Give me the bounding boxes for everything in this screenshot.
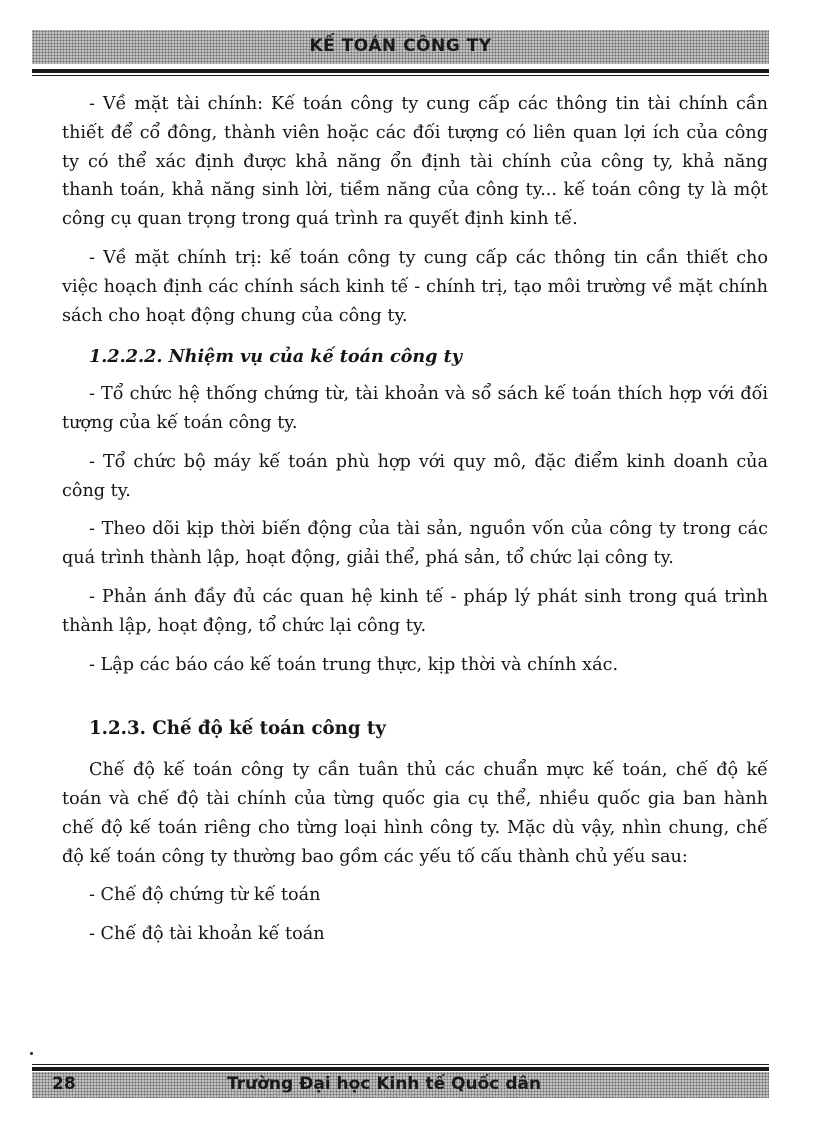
list-item: - Lập các báo cáo kế toán trung thực, kịp thời và chính xác. [89, 654, 619, 675]
header-rule-thick [32, 69, 769, 73]
footer-rule-thin [32, 1064, 769, 1065]
list-item: - Tổ chức hệ thống chứng từ, tài khoản và sổ sách kế toán thích hợp với đối tượng của kế toán công ty. [62, 384, 768, 433]
running-header [32, 30, 769, 64]
list-item: - Tổ chức bộ máy kế toán phù hợp với quy mô, đặc điểm kinh doanh của công ty. [62, 451, 768, 501]
list-item: - Phản ánh đầy đủ các quan hệ kinh tế - pháp lý phát sinh trong quá trình thành lập, hoạt động, tổ chức lại công ty. [62, 586, 768, 636]
header-rule-thin [32, 75, 769, 76]
footer-publisher: Trường Đại học Kinh tế Quốc dân [227, 1074, 541, 1094]
paragraph-financial: - Về mặt tài chính: Kế toán công ty cung cấp các thông tin tài chính cần thiết để cổ đông, thành viên hoặc các đối tượng có liên quan lợi ích của công ty có thể xác định được khả năng ổn định tài chính của công ty, khả năng thanh toán, khả năng sinh lời, tiềm năng của công ty... kế toán công ty là một công cụ quan trọng trong quá trình ra quyết định kinh tế. [62, 94, 768, 230]
section-intro: Chế độ kế toán công ty cần tuân thủ các chuẩn mực kế toán, chế độ kế toán và chế độ tài chính của từng quốc gia cụ thể, nhiều quốc gia ban hành chế độ kế toán riêng cho từng loại hình công ty. Mặc dù vậy, nhìn chung, chế độ kế toán công ty thường bao gồm các yếu tố cấu thành chủ yếu sau: [62, 760, 768, 867]
paragraph-political: - Về mặt chính trị: kế toán công ty cung cấp các thông tin cần thiết cho việc hoạch định các chính sách kinh tế - chính trị, tạo môi trường về mặt chính sách cho hoạt động chung của công ty. [62, 247, 768, 326]
list-item: - Theo dõi kịp thời biến động của tài sản, nguồn vốn của công ty trong các quá trình thành lập, hoạt động, giải thể, phá sản, tổ chức lại công ty. [62, 519, 768, 569]
running-footer [32, 1072, 769, 1098]
scan-speck [30, 1052, 33, 1055]
page-body [62, 90, 768, 949]
header-title: KẾ TOÁN CÔNG TY [309, 36, 492, 56]
footer-rule-thick [32, 1067, 769, 1071]
page-number: 28 [52, 1074, 76, 1094]
list-item: - Chế độ chứng từ kế toán [89, 885, 321, 906]
subsection-heading: 1.2.2.2. Nhiệm vụ của kế toán công ty [89, 346, 462, 368]
list-item: - Chế độ tài khoản kế toán [89, 924, 325, 945]
section-heading: 1.2.3. Chế độ kế toán công ty [89, 718, 386, 740]
